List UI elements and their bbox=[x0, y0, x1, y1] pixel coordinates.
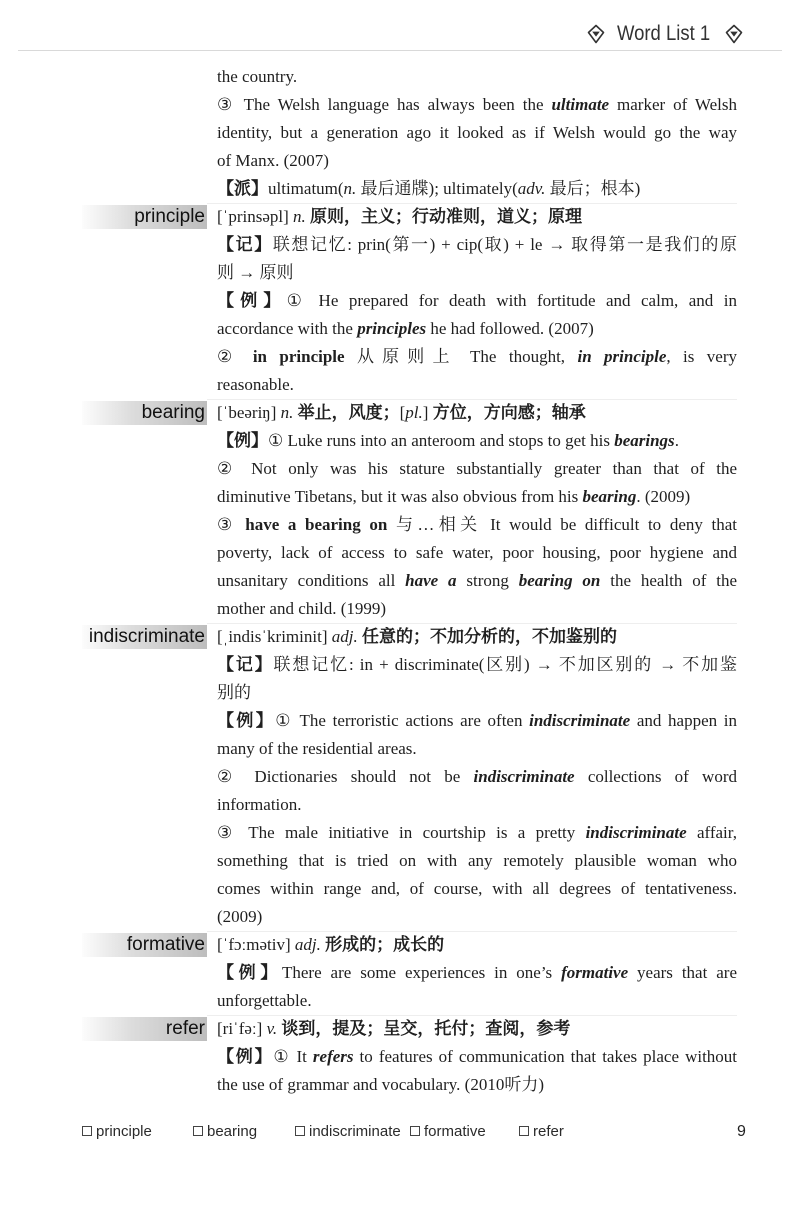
headword: indiscriminate bbox=[82, 625, 207, 649]
text-run: 从原则上 The thought, bbox=[344, 347, 578, 366]
text-run: [riˈfəː] bbox=[217, 1019, 267, 1038]
text-run: [ˈprinsəpl] bbox=[217, 207, 294, 226]
text-line bbox=[217, 959, 737, 987]
entry-head bbox=[141, 399, 737, 427]
text-line bbox=[217, 847, 737, 875]
bold-text: 【例】 bbox=[217, 1047, 274, 1066]
paragraph bbox=[217, 175, 737, 203]
text-line bbox=[217, 119, 737, 147]
text-line bbox=[217, 567, 737, 595]
entry-head bbox=[134, 203, 737, 231]
headword: bearing bbox=[82, 401, 207, 425]
text-run: 则 → 原则 bbox=[217, 263, 294, 282]
emphasized-word: ultimate bbox=[551, 95, 610, 114]
text-line bbox=[217, 175, 737, 203]
text-run: affair, bbox=[686, 823, 738, 842]
text-run: [ˈbeəriŋ] bbox=[217, 403, 281, 422]
text-line bbox=[217, 679, 737, 707]
text-run: [ bbox=[399, 403, 406, 422]
checklist-word: refer bbox=[533, 1123, 564, 1140]
entry-indiscriminate bbox=[88, 623, 738, 931]
text-run: ① He prepared for death with fortitude and calm, and in bbox=[286, 291, 737, 310]
text-run: ① Luke runs into an anteroom and stops to get his bbox=[268, 431, 615, 450]
text-line bbox=[217, 791, 737, 819]
paragraph bbox=[217, 287, 737, 343]
text-line bbox=[217, 315, 737, 343]
text-run: something that is tried on with any remotely plausible woman who bbox=[217, 851, 737, 870]
text-run: comes within range and, of course, with all degrees of tentativeness. bbox=[217, 879, 737, 898]
definition bbox=[217, 627, 617, 646]
diamond-ornament-icon bbox=[587, 24, 605, 44]
bold-text: 谈到，提及；呈交，托付；查阅，参考 bbox=[281, 1019, 571, 1038]
text-line bbox=[217, 707, 737, 735]
italic-text: n. bbox=[343, 179, 357, 198]
bold-text: 【派】 bbox=[217, 179, 268, 198]
text-run: diminutive Tibetans, but it was also obvious from his bbox=[217, 487, 583, 506]
text-run: and happen in bbox=[630, 711, 738, 730]
paragraph bbox=[217, 1043, 737, 1099]
header-divider bbox=[18, 50, 782, 51]
bold-text: 方位，方向感；轴承 bbox=[432, 403, 586, 422]
text-run: the country. bbox=[217, 67, 298, 86]
paragraph bbox=[217, 427, 737, 455]
italic-text: pl. bbox=[405, 403, 423, 422]
emphasized-word: indiscriminate bbox=[585, 823, 687, 842]
paragraph bbox=[217, 707, 737, 763]
paragraph bbox=[217, 231, 737, 287]
emphasized-word: bearing bbox=[582, 487, 637, 506]
bold-text: 【例】 bbox=[217, 963, 282, 982]
text-run: 联想记忆: in + discriminate(区别) → 不加区别的 → 不加鉴 bbox=[273, 655, 737, 674]
text-line bbox=[217, 427, 737, 455]
footer-checklist-item bbox=[410, 1121, 486, 1143]
text-run: the use of grammar and vocabulary. (2010听力) bbox=[217, 1075, 544, 1094]
text-line bbox=[217, 343, 737, 371]
text-run: poverty, lack of access to safe water, poor housing, poor hygiene and bbox=[217, 543, 737, 562]
bold-text: 原则，主义；行动准则，道义；原理 bbox=[310, 207, 583, 226]
paragraph bbox=[217, 511, 737, 623]
text-run: collections of word bbox=[574, 767, 737, 786]
emphasized-word: have a bbox=[405, 571, 457, 590]
text-run: ② Dictionaries should not be bbox=[217, 767, 474, 786]
text-line bbox=[217, 63, 737, 91]
bold-text: 【例】 bbox=[217, 291, 287, 310]
text-line bbox=[217, 1071, 737, 1099]
continued-entry bbox=[217, 63, 737, 203]
paragraph bbox=[217, 91, 737, 175]
text-run: the health of the bbox=[600, 571, 737, 590]
italic-text: adv. bbox=[517, 179, 546, 198]
text-run: of Manx. (2007) bbox=[217, 151, 329, 170]
entry-principle bbox=[134, 203, 737, 399]
emphasized-word: indiscriminate bbox=[473, 767, 575, 786]
headword: principle bbox=[82, 205, 207, 229]
text-run: many of the residential areas. bbox=[217, 739, 417, 758]
text-run: unforgettable. bbox=[217, 991, 312, 1010]
text-run: , is very bbox=[666, 347, 737, 366]
footer-checklist-item bbox=[519, 1121, 564, 1143]
entry-head bbox=[165, 1015, 737, 1043]
text-run: mother and child. (1999) bbox=[217, 599, 387, 618]
diamond-ornament-icon bbox=[725, 24, 743, 44]
text-run: [ˈfɔːmətiv] bbox=[217, 935, 295, 954]
paragraph bbox=[217, 343, 737, 399]
bold-text: 任意的；不加分析的，不加鉴别的 bbox=[361, 627, 617, 646]
bold-text: 【例】 bbox=[217, 711, 276, 730]
text-run: ③ The Welsh language has always been the bbox=[217, 95, 552, 114]
text-run: There are some experiences in one’s bbox=[282, 963, 562, 982]
emphasized-word: refers bbox=[312, 1047, 354, 1066]
text-line bbox=[217, 539, 737, 567]
text-run: 与…相关 It would be difficult to deny that bbox=[387, 515, 737, 534]
text-line bbox=[217, 903, 737, 931]
text-run: 最后通牒); ultimately( bbox=[356, 179, 518, 198]
checkbox-icon bbox=[82, 1126, 92, 1136]
text-line bbox=[217, 987, 737, 1015]
checklist-word: indiscriminate bbox=[309, 1123, 401, 1140]
text-run: years that are bbox=[628, 963, 737, 982]
definition bbox=[217, 935, 444, 954]
definition bbox=[217, 403, 586, 422]
entry-head bbox=[88, 623, 737, 651]
text-line bbox=[217, 651, 737, 679]
bold-text: 【记】 bbox=[217, 235, 273, 254]
text-run: unsanitary conditions all bbox=[217, 571, 406, 590]
text-run: . bbox=[674, 431, 679, 450]
definition bbox=[217, 207, 582, 226]
text-run: [ˌindisˈkriminit] bbox=[217, 627, 332, 646]
checkbox-icon bbox=[295, 1126, 305, 1136]
text-line bbox=[217, 371, 737, 399]
checkbox-icon bbox=[193, 1126, 203, 1136]
text-run: strong bbox=[456, 571, 519, 590]
entry-head bbox=[126, 931, 737, 959]
definition bbox=[217, 1019, 570, 1038]
bold-text: 举止，风度； bbox=[297, 403, 400, 422]
text-run: 联想记忆: prin(第一) + cip(取) + le → 取得第一是我们的原 bbox=[272, 235, 737, 254]
text-run: ] bbox=[422, 403, 433, 422]
text-line bbox=[217, 735, 737, 763]
text-run: 最后；根本) bbox=[545, 179, 641, 198]
paragraph bbox=[217, 819, 737, 931]
headword: formative bbox=[82, 933, 207, 957]
emphasized-word: bearing on bbox=[518, 571, 601, 590]
emphasized-word: indiscriminate bbox=[529, 711, 631, 730]
text-line bbox=[217, 1043, 737, 1071]
checklist-word: bearing bbox=[207, 1123, 258, 1140]
text-run: ① It bbox=[273, 1047, 313, 1066]
bold-text: 形成的；成长的 bbox=[325, 935, 445, 954]
text-run: (2009) bbox=[217, 907, 263, 926]
paragraph bbox=[217, 763, 737, 819]
checkbox-icon bbox=[410, 1126, 420, 1136]
emphasized-word: bearings bbox=[614, 431, 675, 450]
page-number: 9 bbox=[737, 1123, 746, 1140]
text-run: . (2009) bbox=[636, 487, 691, 506]
text-line bbox=[217, 147, 737, 175]
footer-checklist-item bbox=[82, 1121, 152, 1143]
text-line bbox=[217, 91, 737, 119]
text-line bbox=[217, 287, 737, 315]
checklist-word: principle bbox=[96, 1123, 152, 1140]
text-run: accordance with the bbox=[217, 319, 358, 338]
text-line bbox=[217, 455, 737, 483]
text-line bbox=[217, 819, 737, 847]
text-run: ultimatum( bbox=[268, 179, 344, 198]
entry-bearing bbox=[141, 399, 737, 623]
text-line bbox=[217, 511, 737, 539]
text-run: marker of Welsh bbox=[609, 95, 737, 114]
entry-formative bbox=[126, 931, 737, 1015]
paragraph bbox=[217, 63, 737, 91]
checklist-word: formative bbox=[424, 1123, 486, 1140]
text-line bbox=[217, 595, 737, 623]
text-line bbox=[217, 231, 737, 259]
text-run: information. bbox=[217, 795, 302, 814]
paragraph bbox=[217, 651, 737, 707]
bold-text: in principle bbox=[252, 347, 345, 366]
page-header-title: Word List 1 bbox=[617, 22, 711, 45]
italic-text: v. bbox=[266, 1019, 278, 1038]
italic-text: adj. bbox=[331, 627, 358, 646]
italic-text: n. bbox=[293, 207, 306, 226]
text-run: ② Not only was his stature substantially greater than that of the bbox=[217, 459, 737, 478]
paragraph bbox=[217, 959, 737, 1015]
paragraph bbox=[217, 455, 737, 511]
text-run: 别的 bbox=[217, 683, 251, 702]
checkbox-icon bbox=[519, 1126, 529, 1136]
text-run: reasonable. bbox=[217, 375, 294, 394]
footer-checklist-item bbox=[295, 1121, 401, 1143]
text-run: ③ bbox=[217, 515, 246, 534]
bold-text: 【记】 bbox=[217, 655, 274, 674]
italic-text: adj. bbox=[294, 935, 321, 954]
bold-text: have a bearing on bbox=[245, 515, 388, 534]
headword: refer bbox=[82, 1017, 207, 1041]
text-run: he had followed. (2007) bbox=[426, 319, 594, 338]
text-run: ③ The male initiative in courtship is a pretty bbox=[217, 823, 586, 842]
italic-text: n. bbox=[280, 403, 294, 422]
text-line bbox=[217, 259, 737, 287]
emphasized-word: principles bbox=[357, 319, 427, 338]
text-line bbox=[217, 483, 737, 511]
emphasized-word: in principle bbox=[577, 347, 667, 366]
emphasized-word: formative bbox=[561, 963, 629, 982]
text-line bbox=[217, 763, 737, 791]
footer-checklist-item bbox=[193, 1121, 257, 1143]
text-line bbox=[217, 875, 737, 903]
text-run: ② bbox=[217, 347, 253, 366]
bold-text: 【例】 bbox=[217, 431, 268, 450]
text-run: to features of communication that takes place without bbox=[353, 1047, 738, 1066]
text-run: identity, but a generation ago it looked as if Welsh would go the way bbox=[217, 123, 737, 142]
text-run: ① The terroristic actions are often bbox=[275, 711, 530, 730]
entry-refer bbox=[165, 1015, 738, 1099]
word-list-content bbox=[88, 63, 738, 1099]
